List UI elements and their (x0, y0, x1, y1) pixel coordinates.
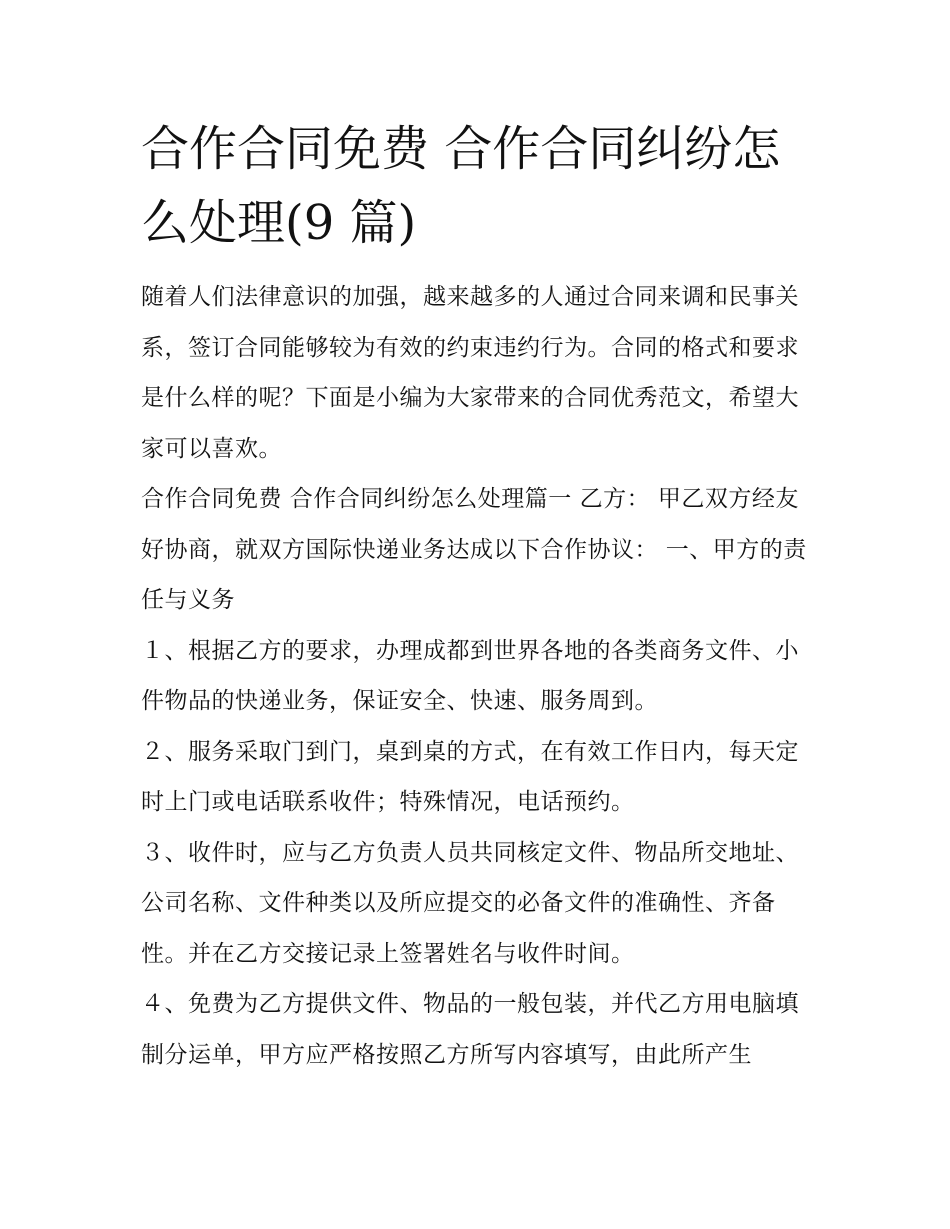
document-title: 合作合同免费 合作合同纠纷怎么处理(9 篇) (141, 121, 781, 251)
intro-paragraph: 随着人们法律意识的加强，越来越多的人通过合同来调和民事关系，签订合同能够较为有效的约束违约行为。合同的格式和要求是什么样的呢？下面是小编为大家带来的合同优秀范文，希望大家可以喜欢。 (141, 284, 799, 462)
clause-2-paragraph: ２、服务采取门到门，桌到桌的方式，在有效工作日内，每天定时上门或电话联系收件；特殊情况，电话预约。 (141, 738, 799, 815)
section-one-paragraph: 合作合同免费 合作合同纠纷怎么处理篇一 乙方： 甲乙双方经友好协商，就双方国际快递业务达成以下合作协议： 一、甲方的责任与义务 (141, 486, 807, 613)
document-body (141, 112, 813, 1080)
clause-3-paragraph: ３、收件时，应与乙方负责人员共同核定文件、物品所交地址、公司名称、文件种类以及所应提交的必备文件的准确性、齐备性。并在乙方交接记录上签署姓名与收件时间。 (141, 839, 799, 967)
clause-1-paragraph: １、根据乙方的要求，办理成都到世界各地的各类商务文件、小件物品的快递业务，保证安全、快速、服务周到。 (141, 637, 799, 714)
clause-4-paragraph: ４、免费为乙方提供文件、物品的一般包装，并代乙方用电脑填制分运单，甲方应严格按照乙方所写内容填写，由此所产生 (141, 991, 799, 1068)
